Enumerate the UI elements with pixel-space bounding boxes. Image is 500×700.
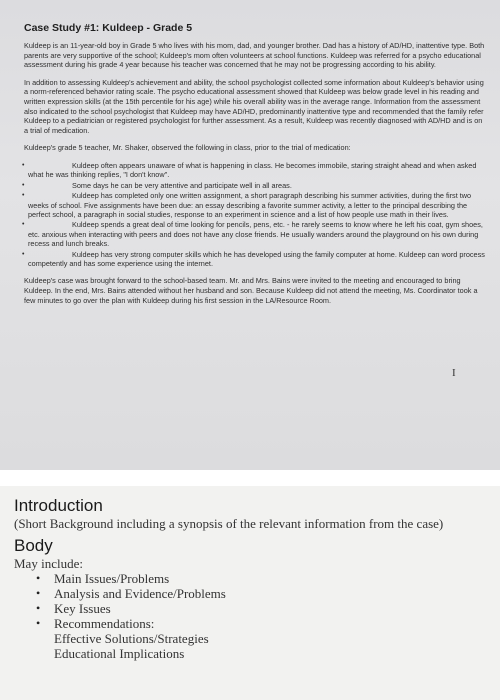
bullet-icon: •	[36, 616, 41, 630]
assignment-template	[0, 486, 500, 700]
body-heading: Body	[14, 536, 53, 555]
observation-item: • Some days he can be very attentive and participate well in all areas.	[22, 180, 292, 190]
case-paragraph-2: In addition to assessing Kuldeep's achievement and ability, the school psychologist collected some information about Kuldeep's behavior using a norm-referenced behavior rating scale. The psycho educational assessment showed that Kuldeep was below grade level in his reading and written expression skills (at the 15th percentile for his age) while his overall ability was in the average range. Information from the assessment also indicated to the school psychologist that Kuldeep may have AD/HD, predominantly inattentive type and recommended that the family refer Kuldeep to a pediatrician or registered psychologist for further assessment. As a result, Kuldeep was recently diagnosed with AD/HD and is on a trial of medication.	[24, 77, 484, 135]
bullet-icon: •	[22, 221, 25, 229]
observation-item: • Kuldeep spends a great deal of time looking for pencils, pens, etc. - he rarely seems to know where he left his coat, gym shoes, etc. anxious when interacting with peers and does not have any close friends. He usually wanders around the playground on his own during recess and lunch breaks.	[22, 220, 483, 249]
introduction-heading: Introduction	[14, 496, 103, 515]
observation-item: • Kuldeep has very strong computer skills which he has developed using the family computer at home. Kuldeep can word process competently and has some experience using the internet.	[22, 249, 485, 268]
case-paragraph-1: Kuldeep is an 11-year-old boy in Grade 5 who lives with his mom, dad, and younger brother. Dad has a history of AD/HD, inattentive type. Both parents are very supportive of the school; Kuldeep's mom often volunteers at school functions. Kuldeep was referred for a psycho educational assessment during his grade 4 year because his teacher was concerned that he may not be progressing according to his ability.	[24, 41, 485, 70]
list-item: • Recommendations:	[36, 616, 155, 631]
introduction-note: (Short Background including a synopsis of the relevant information from the case)	[14, 516, 444, 531]
observation-item: • Kuldeep has completed only one written assignment, a short paragraph describing his summer activities, during the first two weeks of school. Five assignments have been due: an essay describing a favorite summer activity, a letter to the principal describing the perfect school, a paragraph in social studies, response to an experiment in science and a list of how people use math in their lives.	[22, 191, 472, 219]
list-item: • Key Issues	[36, 601, 111, 616]
body-list	[14, 571, 486, 631]
bullet-icon: •	[22, 161, 25, 169]
case-paragraph-3: Kuldeep's grade 5 teacher, Mr. Shaker, observed the following in class, prior to the trial of medication:	[24, 143, 351, 153]
bullet-icon: •	[22, 181, 25, 189]
list-item: • Main Issues/Problems	[36, 571, 170, 586]
bullet-icon: •	[36, 571, 41, 585]
recommendation-subitem: Effective Solutions/Strategies	[54, 631, 209, 646]
list-item: • Analysis and Evidence/Problems	[36, 586, 226, 601]
case-study-title: Case Study #1: Kuldeep - Grade 5	[24, 22, 193, 34]
case-paragraph-4: Kuldeep's case was brought forward to the school-based team. Mr. and Mrs. Bains were invited to the meeting and encouraged to bring Kuldeep. In the end, Mrs. Bains attended without her husband and son. Because Kuldeep did not attend the meeting, Ms. Coordinator took a few minutes to go over the plan with Kuldeep during his first session in the LA/Resource Room.	[24, 276, 478, 305]
text-cursor-icon: I	[452, 367, 456, 379]
section-divider	[0, 470, 500, 486]
bullet-icon: •	[36, 601, 41, 615]
observation-item: • Kuldeep often appears unaware of what is happening in class. He becomes immobile, staring straight ahead and when asked what he was thinking replies, "I don't know".	[22, 160, 477, 180]
recommendation-subitem: Educational Implications	[54, 646, 185, 661]
bullet-icon: •	[22, 192, 25, 200]
may-include-label: May include:	[14, 556, 83, 571]
bullet-icon: •	[36, 586, 41, 600]
bullet-icon: •	[22, 250, 25, 258]
observation-list	[24, 161, 486, 268]
